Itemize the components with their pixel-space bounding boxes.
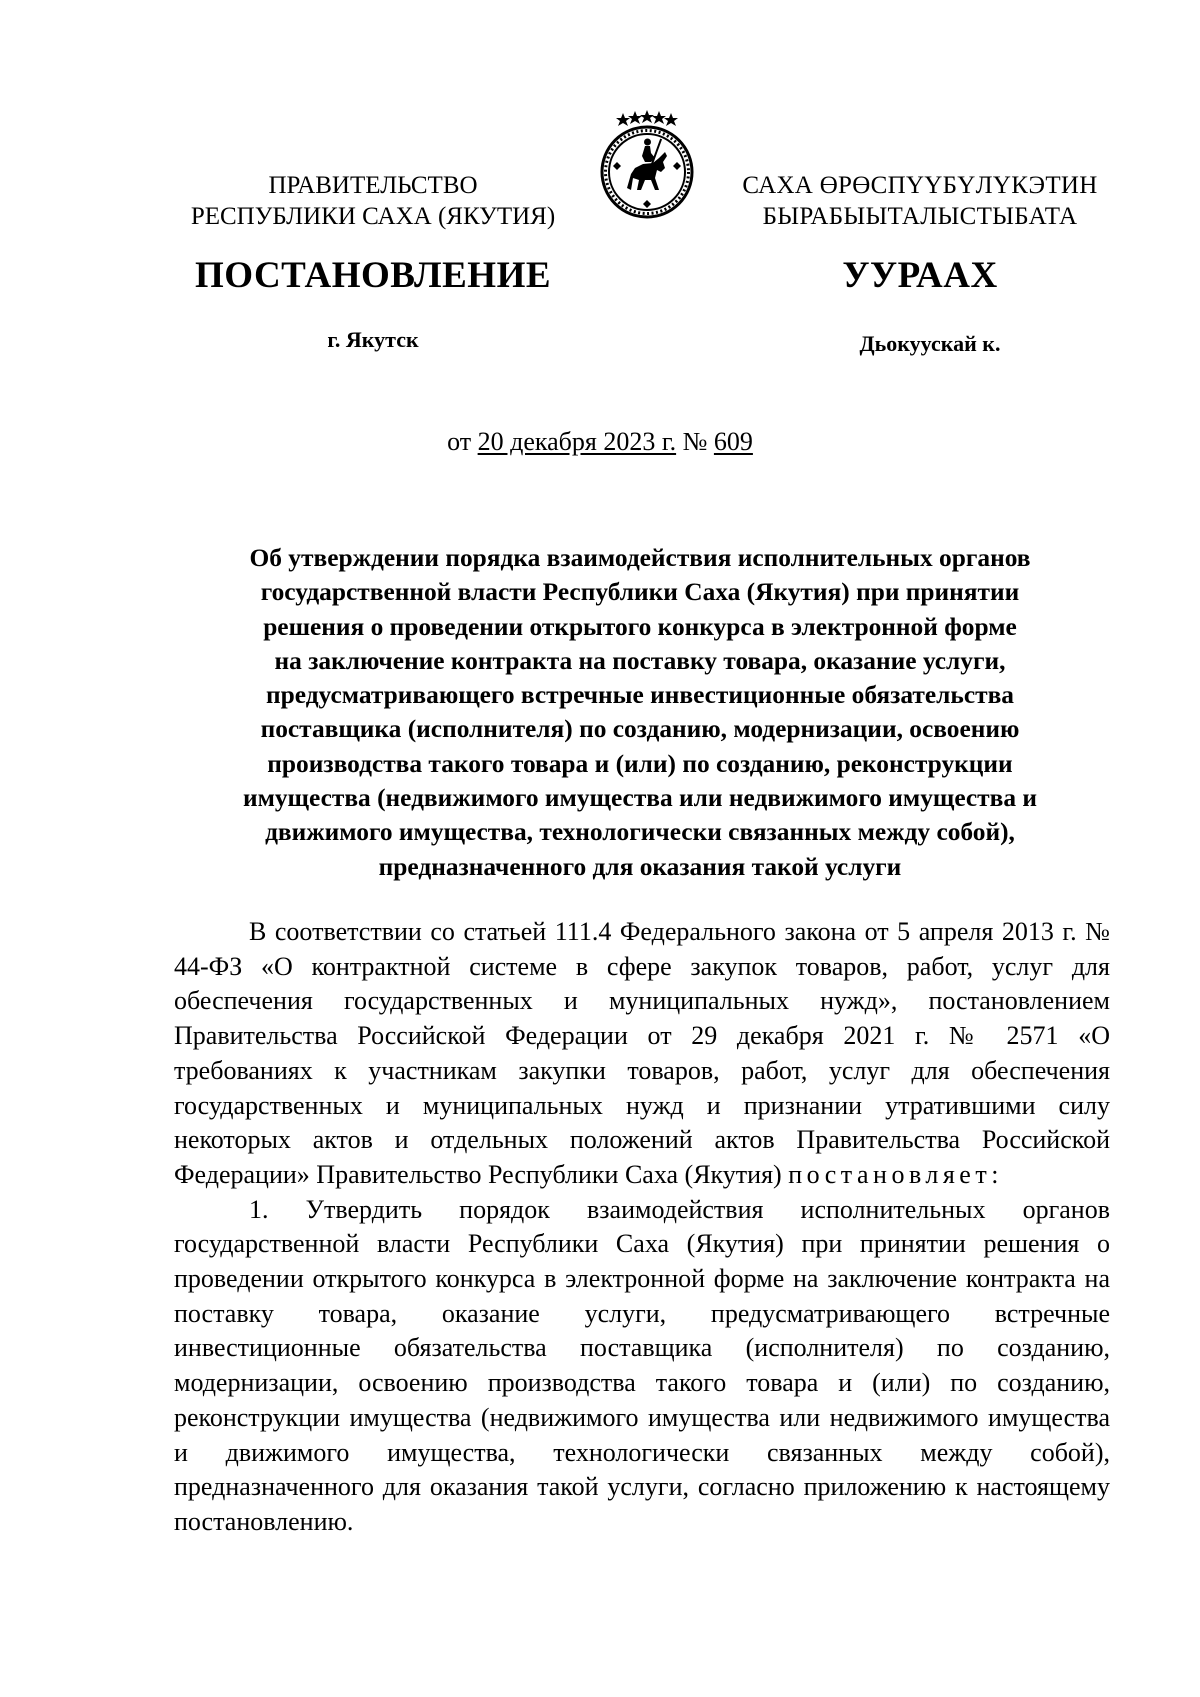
city-ru: г. Якутск: [327, 327, 419, 352]
preamble-text: В соответствии со статьей 111.4 Федерального закона от 5 апреля 2013 г. № 44-ФЗ «О контрактной системе в сфере закупок товаров, работ, услуг для обеспечения государственных и муниципальных нужд», постановлением Правительства Российской Федерации от 29 декабря 2021 г. № 2571 «О требованиях к участникам закупки товаров, работ, услуг для обеспечения государственных и муниципальных нужд и признании утратившими силу некоторых актов и отдельных положений актов Правительства Российской Федерации» Правительство Республики Саха (Якутия): [174, 917, 1110, 1189]
left-organization-name: [168, 170, 578, 232]
city-sah: Дьокуускай к.: [859, 331, 1001, 356]
subject-line: решения о проведении открытого конкурса в электронной форме: [263, 612, 1017, 641]
subject-line: государственной власти Республики Саха (Якутия) при принятии: [260, 578, 1020, 607]
subject-line: поставщика (исполнителя) по созданию, модернизации, освоению: [260, 715, 1020, 744]
right-org-line1: САХА ӨРӨСПҮҮБҮЛҮКЭТИН: [742, 172, 1098, 199]
left-org-line1: ПРАВИТЕЛЬСТВО: [268, 172, 478, 199]
document-body: [174, 915, 1110, 1540]
number-sign: №: [676, 427, 714, 456]
document-number: 609: [713, 427, 753, 456]
body-paragraph-preamble: [174, 915, 1110, 1193]
subject-line: Об утверждении порядка взаимодействия исполнительных органов: [249, 544, 1031, 572]
subject-line: предназначенного для оказания такой услуги: [378, 852, 902, 881]
subject-line: на заключение контракта на поставку товара, оказание услуги,: [274, 646, 1006, 675]
subject-line: производства такого товара и (или) по созданию, реконструкции: [267, 749, 1013, 778]
coat-of-arms-sakha-icon: [595, 108, 699, 224]
resolves-word: постановляет:: [788, 1159, 1003, 1189]
document-type-ru: ПОСТАНОВЛЕНИЕ: [194, 255, 552, 296]
left-org-line2: РЕСПУБЛИКИ САХА (ЯКУТИЯ): [190, 203, 556, 230]
date-line: [0, 427, 1200, 457]
subject-line: предусматривающего встречные инвестиционные обязательства: [266, 681, 1014, 710]
right-org-line2: БЫРАБЫЫТАЛЫСТЫБАТА: [762, 203, 1078, 230]
right-organization-name: [730, 170, 1110, 232]
document-subject: [170, 541, 1110, 884]
date-prefix: от: [447, 427, 478, 456]
subject-line: имущества (недвижимого имущества или недвижимого имущества и: [242, 784, 1038, 813]
body-paragraph-item-1: 1. Утвердить порядок взаимодействия исполнительных органов государственной власти Республики Саха (Якутия) при принятии решения о проведении открытого конкурса в электронной форме на заключение контракта на поставку товара, оказание услуги, предусматривающего встречные инвестиционные обязательства поставщика (исполнителя) по созданию, модернизации, освоению производства такого товара и (или) по созданию, реконструкции имущества (недвижимого имущества или недвижимого имущества и движимого имущества, технологически связанных между собой), предназначенного для оказания такой услуги, согласно приложению к настоящему постановлению.: [174, 1194, 1110, 1536]
document-date: 20 декабря 2023 г.: [477, 427, 677, 456]
subject-line: движимого имущества, технологически связанных между собой),: [265, 818, 1015, 847]
document-type-sah: УУРААХ: [842, 255, 998, 296]
